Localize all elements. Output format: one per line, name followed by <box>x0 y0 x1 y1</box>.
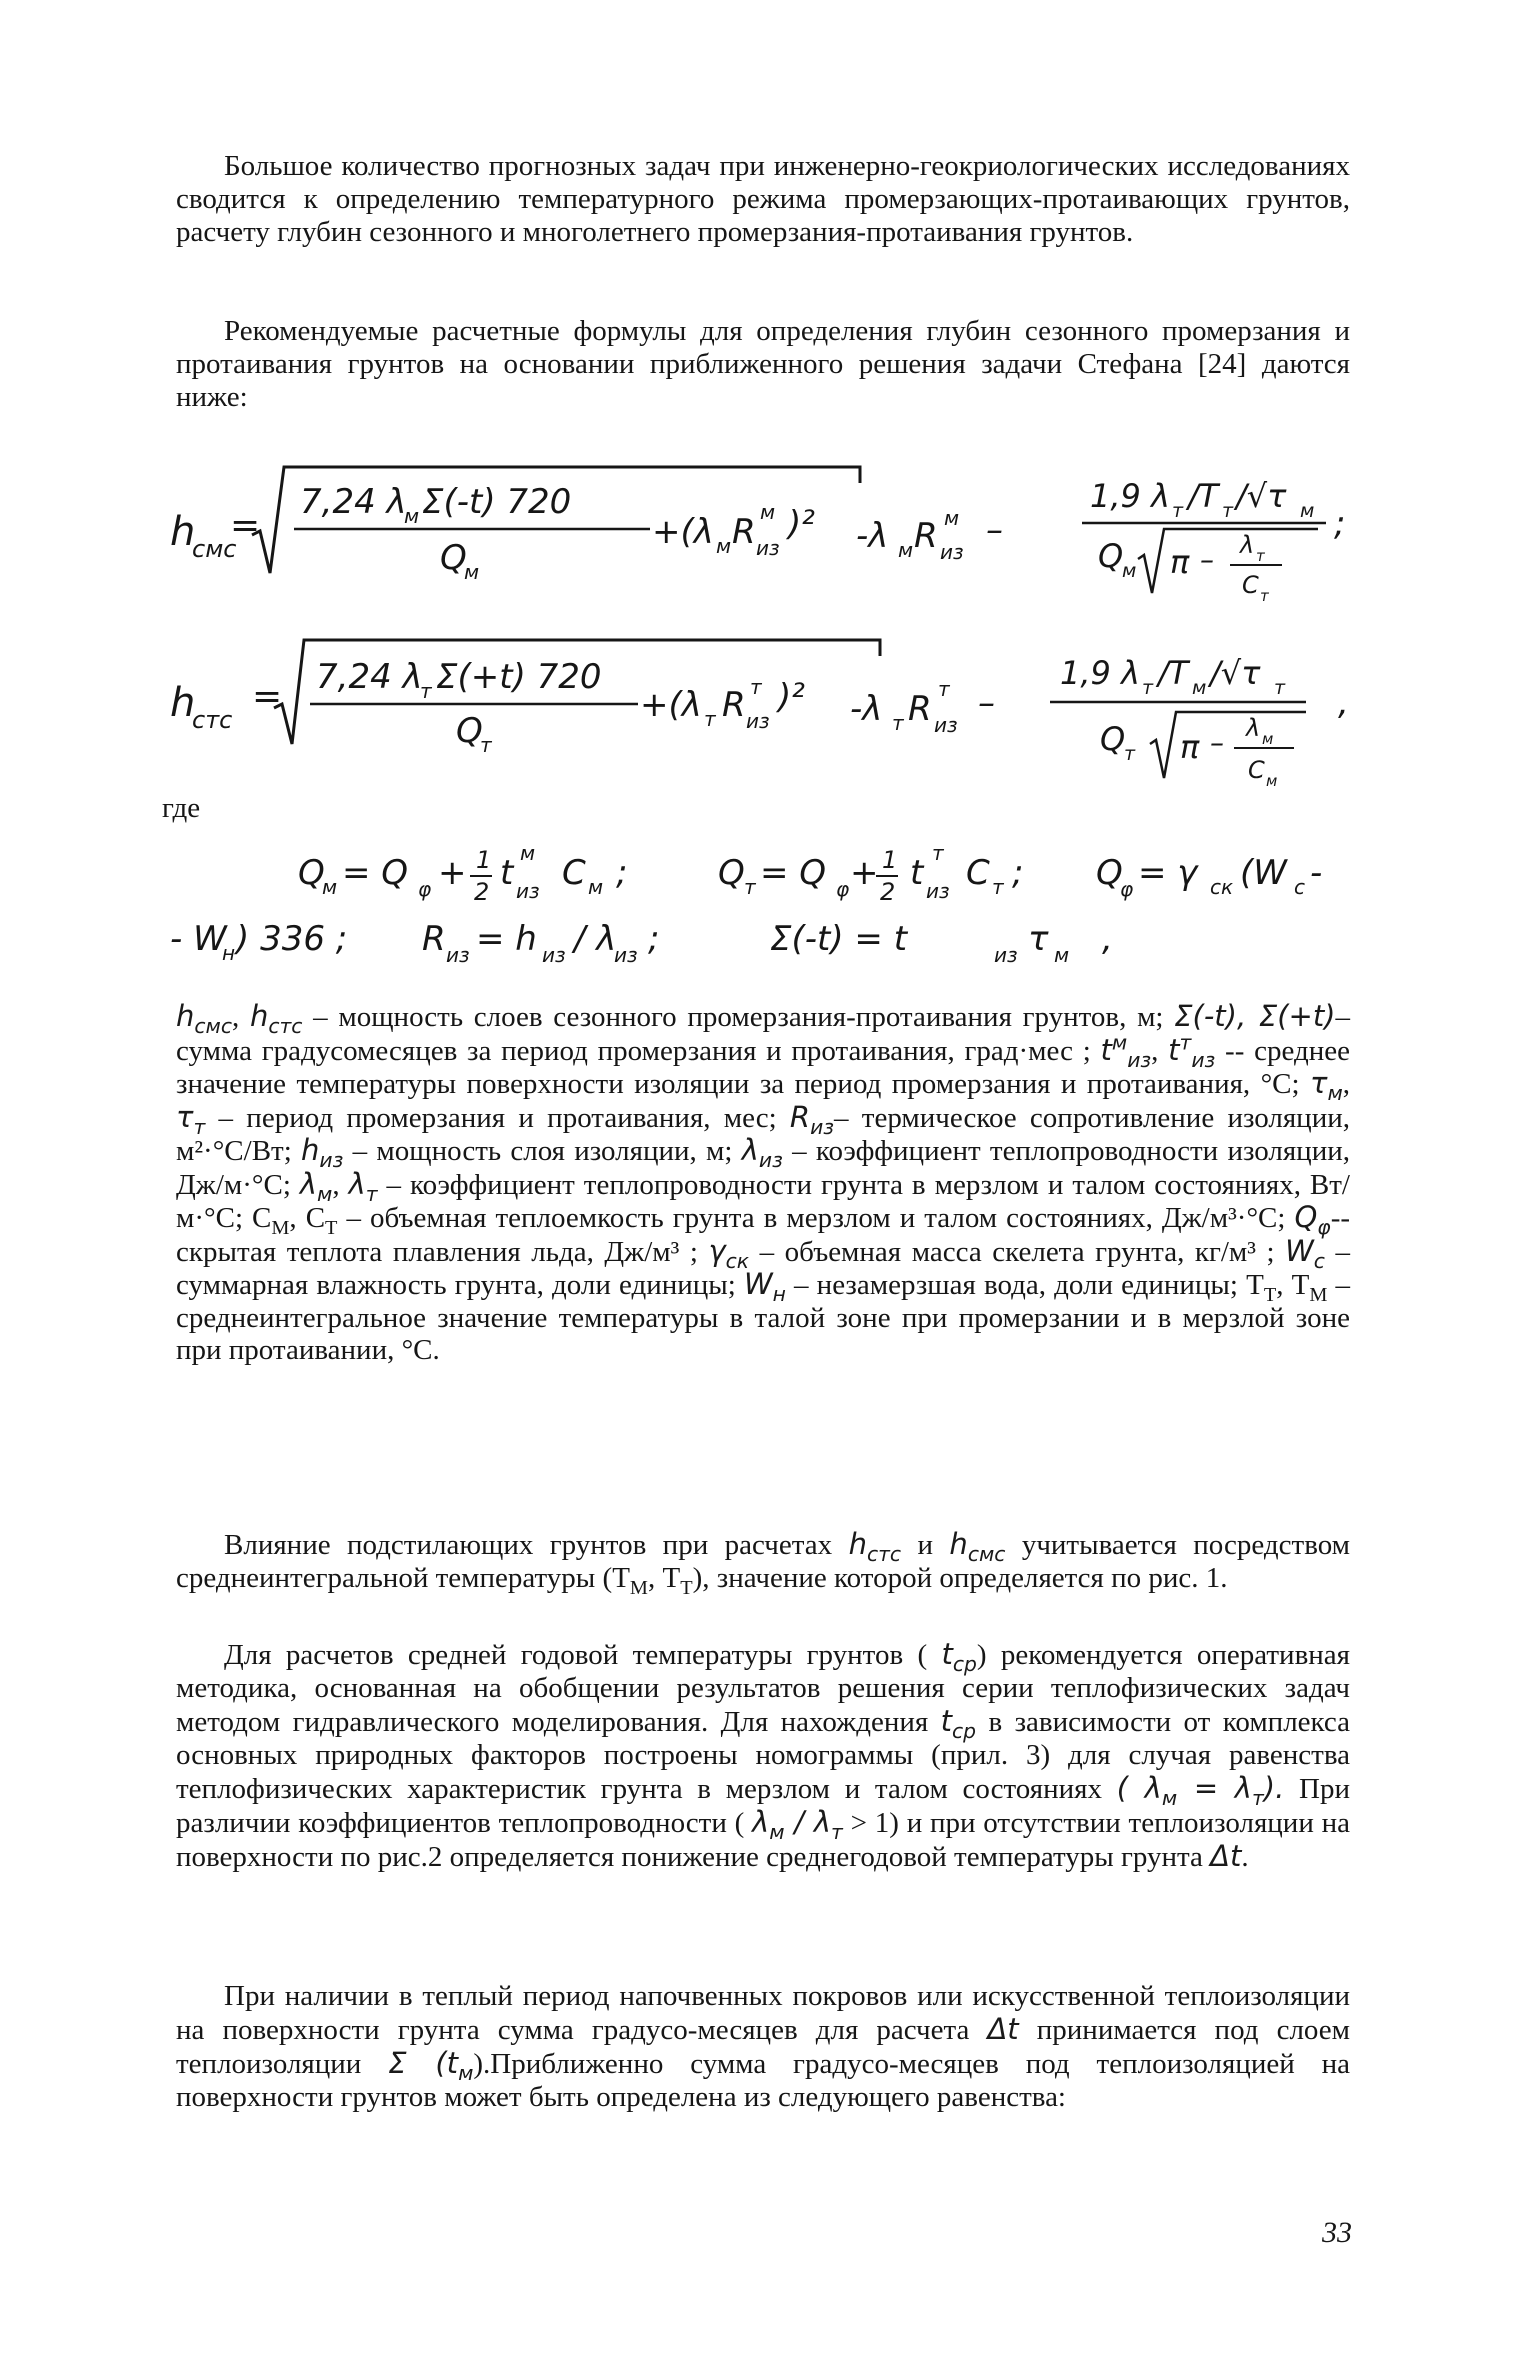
svg-text:м: м <box>1262 730 1274 748</box>
svg-text:/T: /T <box>1188 477 1219 515</box>
svg-text:из: из <box>934 713 958 737</box>
svg-text:м: м <box>1192 677 1207 699</box>
svg-text:из: из <box>516 879 540 903</box>
svg-text:2: 2 <box>880 878 896 906</box>
svg-text:;: ; <box>1012 853 1024 893</box>
svg-text:т: т <box>932 841 944 865</box>
svg-text:из: из <box>542 943 566 967</box>
svg-text:м: м <box>760 500 776 524</box>
svg-text:ск: ск <box>1210 875 1234 899</box>
svg-text:)²: )² <box>778 677 805 717</box>
svg-text:(W: (W <box>1240 853 1287 893</box>
svg-text:π: π <box>1180 728 1200 766</box>
svg-text:м: м <box>520 841 536 865</box>
svg-text:т: т <box>1124 743 1136 765</box>
svg-text:т: т <box>992 875 1004 899</box>
svg-text:+: + <box>438 853 467 893</box>
svg-text:2: 2 <box>474 878 490 906</box>
svg-text:+(λ: +(λ <box>652 512 714 552</box>
svg-text:смс: смс <box>192 535 237 563</box>
svg-text:т: т <box>1256 547 1265 565</box>
svg-text:=: = <box>252 676 283 717</box>
svg-text:-λ: -λ <box>850 689 883 729</box>
svg-text:–: – <box>1200 543 1214 576</box>
svg-text:- W: - W <box>170 919 227 959</box>
svg-text:) 336 ;: ) 336 ; <box>236 919 348 959</box>
where-label: где <box>162 792 201 824</box>
svg-text:π: π <box>1170 543 1190 581</box>
svg-text:h: h <box>170 680 196 726</box>
svg-text:м: м <box>898 538 914 562</box>
svg-text:Σ(+t) 720: Σ(+t) 720 <box>436 657 602 697</box>
svg-text:;: ; <box>1334 504 1346 544</box>
svg-text:т: т <box>480 733 492 757</box>
svg-text:из: из <box>926 879 950 903</box>
svg-text:C: C <box>966 853 990 893</box>
svg-text:1,9 λ: 1,9 λ <box>1090 477 1170 515</box>
svg-text:т: т <box>744 875 756 899</box>
svg-text:из: из <box>994 943 1018 967</box>
svg-text:–: – <box>978 683 995 723</box>
svg-text:λ: λ <box>1240 531 1255 559</box>
svg-text:= γ: = γ <box>1138 853 1198 893</box>
svg-text:,: , <box>1102 919 1113 959</box>
svg-text:м: м <box>1122 560 1137 582</box>
svg-text:т: т <box>1142 677 1154 699</box>
svg-text:Q: Q <box>440 538 467 578</box>
svg-text:т: т <box>1260 587 1269 605</box>
svg-text:= Q: = Q <box>342 853 409 893</box>
svg-text:R: R <box>732 512 756 552</box>
svg-text:t: t <box>500 853 514 893</box>
svg-text:Q: Q <box>456 711 483 751</box>
paragraph-formulas-intro-text: Рекомендуемые расчетные формулы для определения глубин сезонного промерзания и протаивания грунтов на основании приближенного решения задачи Стефана [24] даются ниже: <box>176 315 1350 413</box>
svg-text:7,24 λ: 7,24 λ <box>300 482 407 522</box>
svg-text:н: н <box>222 941 236 965</box>
svg-text:1,9 λ: 1,9 λ <box>1060 654 1140 692</box>
page-number: 33 <box>1322 2216 1352 2249</box>
paragraph-intro <box>176 150 1350 249</box>
paragraph-mean-temperature: Для расчетов средней годовой температуры грунтов ( $t_{ср}$) рекомендуется оперативная методика, основанная на обобщении результатов решения серии теплофизических задач методом гидравлического моделирования. Для нахождения $t_{ср}$ в зависимости от комплекса основных природных факторов построены номограммы (прил. 3) для случая равенства теплофизических характеристик грунта в мерзлом и талом состояниях ( $\lambda_м = \lambda_т$). При различии коэффициентов теплопроводности ( $\lambda_м / \lambda_т > 1$) и при отсутствии теплоизоляции на поверхности по рис.2 определяется понижение среднегодовой температуры грунта Δt. <box>176 1637 1351 1873</box>
svg-text:h: h <box>170 509 196 555</box>
svg-text:t: t <box>910 853 924 893</box>
svg-text:-: - <box>1310 853 1323 893</box>
svg-text:м: м <box>944 506 960 530</box>
svg-text:с: с <box>1294 875 1305 899</box>
svg-text:/√τ: /√τ <box>1236 477 1287 515</box>
svg-text:/√τ: /√τ <box>1210 654 1261 692</box>
svg-text:из: из <box>940 540 964 564</box>
svg-text:т: т <box>1274 677 1286 699</box>
svg-text:/ λ: / λ <box>574 919 617 959</box>
svg-text:,: , <box>1338 683 1349 723</box>
paragraph-symbol-definitions: $h_{смс}$, $h_{стс}$ – мощность слоев сезонного промерзания-протаивания грунтов, м; Σ(-t), Σ(+t)– сумма градусомесяцев за период промерзания и протаивания, град·мес ; $t^м_{из}$, $t^т_{из}$ -- среднее значение температуры поверхности изоляции за период промерзания и протаивания, °С; $\tau_м$, $\tau_т$ – период промерзания и протаивания, мес; $R_{из}-$ термическое сопротивление изоляции, м²·°С/Вт; $h_{из}$ – мощность слоя изоляции, м; $\lambda_{из}$ – коэффициент теплопроводности изоляции, Дж/м·°С; $\lambda_м$, $\lambda_т$ – коэффициент теплопроводности грунта в мерзлом и талом состояниях, Вт/м·°С; $C_М$, $C_Т$ – объемная теплоемкость грунта в мерзлом и талом состояниях, Дж/м³·°С; $Q_\varphi--$ скрытая теплота плавления льда, Дж/м³ ; $\gamma_{ск}$ – объемная масса скелета грунта, кг/м³ ; $W_с$ – суммарная влажность грунта, доли единицы; $W_н$ – незамерзшая вода, доли единицы; $T_Т$, $T_М$ – среднеинтегральное значение температуры в талой зоне при промерзании и в мерзлой зоне при протаивании, °С. <box>176 999 1351 1366</box>
svg-text:C: C <box>1242 571 1259 599</box>
svg-text:=: = <box>230 505 261 546</box>
svg-text:–: – <box>986 510 1003 550</box>
svg-text:1: 1 <box>882 846 898 874</box>
svg-text:1: 1 <box>476 846 492 874</box>
svg-text:стс: стс <box>192 706 233 734</box>
formula-hsts <box>170 632 1360 802</box>
svg-text:R: R <box>908 689 932 729</box>
paragraph-underlying-soils: Влияние подстилающих грунтов при расчетах $h_{стс}$ и $h_{смс}$ учитывается посредством среднеинтегральной температуры ($T_М$, $T_Т$), значение которой определяется по рис. 1. <box>176 1527 1350 1599</box>
svg-text:7,24 λ: 7,24 λ <box>316 657 423 697</box>
svg-text:м: м <box>716 534 732 558</box>
svg-text:м: м <box>404 504 420 528</box>
svg-text:φ: φ <box>418 877 432 901</box>
svg-text:R: R <box>722 685 746 725</box>
svg-text:+(λ: +(λ <box>640 685 702 725</box>
svg-text:-λ: -λ <box>856 516 889 556</box>
svg-text:из: из <box>614 943 638 967</box>
svg-text:Q: Q <box>1098 537 1124 575</box>
svg-text:Q: Q <box>298 853 325 893</box>
svg-text:/T: /T <box>1158 654 1189 692</box>
svg-text:т: т <box>938 677 950 701</box>
svg-text:т: т <box>420 679 432 703</box>
svg-text:т: т <box>704 707 716 731</box>
svg-text:м: м <box>588 875 604 899</box>
svg-text:;: ; <box>648 919 660 959</box>
svg-text:C: C <box>562 853 586 893</box>
svg-text:= h: = h <box>476 919 537 959</box>
svg-text:R: R <box>422 919 446 959</box>
svg-text:т: т <box>1222 500 1234 522</box>
formula-hsms <box>170 455 1360 620</box>
svg-text:Q: Q <box>1096 853 1123 893</box>
svg-text:Σ(-t) = t: Σ(-t) = t <box>770 919 908 959</box>
svg-text:R: R <box>914 516 938 556</box>
svg-text:Σ(-t) 720: Σ(-t) 720 <box>422 482 572 522</box>
svg-text:;: ; <box>616 853 628 893</box>
svg-text:м: м <box>464 560 480 584</box>
svg-text:м: м <box>1266 772 1278 790</box>
svg-text:C: C <box>1248 756 1265 784</box>
svg-text:φ: φ <box>1120 877 1134 901</box>
svg-text:λ: λ <box>1246 714 1261 742</box>
svg-text:т: т <box>1172 500 1184 522</box>
svg-text:из: из <box>746 709 770 733</box>
svg-text:= Q: = Q <box>760 853 827 893</box>
svg-text:м: м <box>1054 943 1070 967</box>
svg-text:+: + <box>850 853 879 893</box>
svg-text:м: м <box>1300 500 1315 522</box>
paragraph-insulation: При наличии в теплый период напочвенных покровов или искусственной теплоизоляции на поверхности грунта сумма градусо-месяцев для расчета Δt принимается под слоем теплоизоляции Σ $(t_м).Приближенно$ сумма градусо-месяцев под теплоизоляцией на поверхности грунтов может быть определена из следующего равенства: <box>176 1980 1351 2113</box>
definitions-line-2 <box>170 906 1360 976</box>
definitions-line-1 <box>170 838 1360 908</box>
svg-text:)²: )² <box>788 504 815 544</box>
svg-text:Q: Q <box>1100 720 1126 758</box>
svg-text:м: м <box>322 875 338 899</box>
svg-text:–: – <box>1210 726 1224 759</box>
paragraph-intro-text: Большое количество прогнозных задач при инженерно-геокриологических исследованиях сводится к определению температурного режима промерзающих-протаивающих грунтов, расчету глубин сезонного и многолетнего промерзания-протаивания грунтов. <box>176 150 1350 248</box>
svg-text:φ: φ <box>836 877 850 901</box>
svg-text:из: из <box>756 536 780 560</box>
svg-text:т: т <box>892 711 904 735</box>
svg-text:из: из <box>446 943 470 967</box>
svg-text:Q: Q <box>718 853 745 893</box>
svg-text:т: т <box>750 675 762 699</box>
svg-text:τ: τ <box>1028 919 1049 959</box>
paragraph-formulas-intro <box>176 315 1350 414</box>
